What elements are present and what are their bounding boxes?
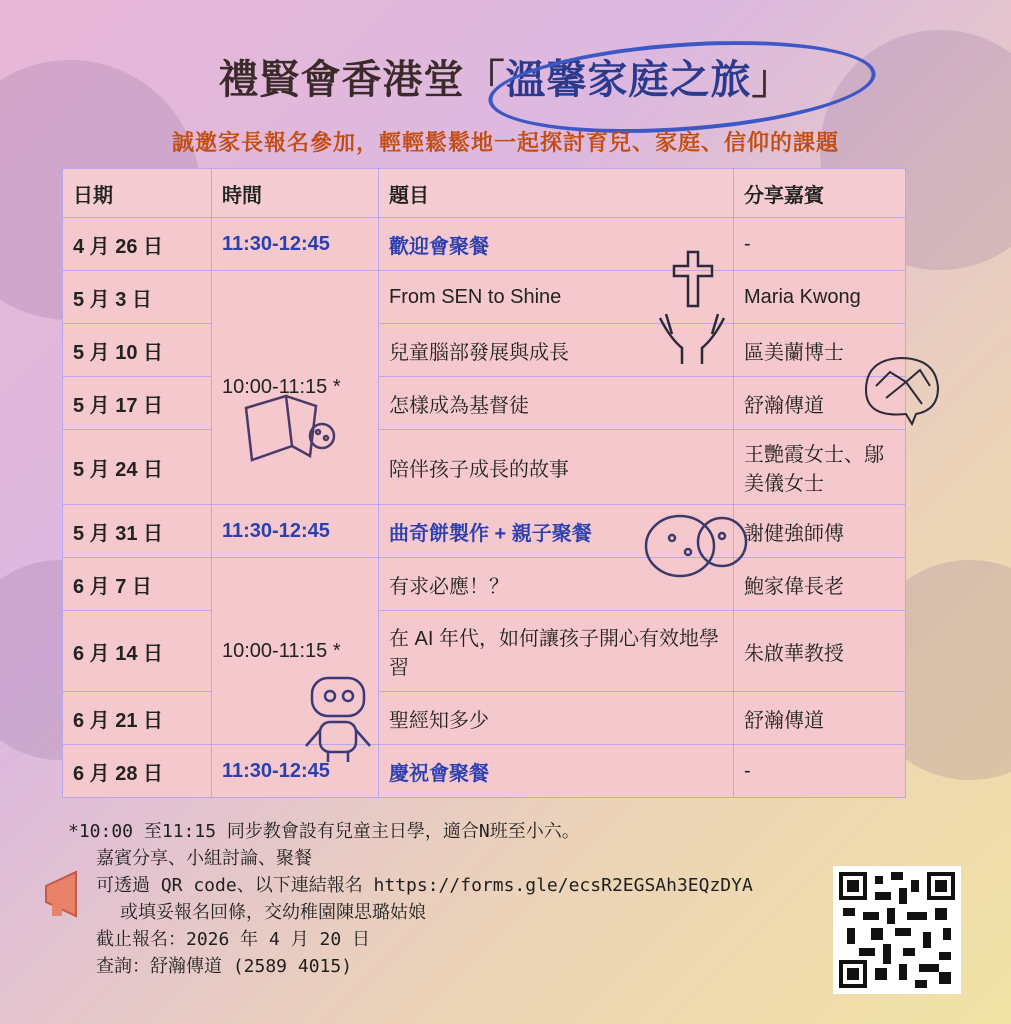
note-sunday-school: *10:00 至11:15 同步教會設有兒童主日學，適合N班至小六。	[68, 821, 580, 842]
row-time: 10:00-11:15 *	[212, 271, 379, 505]
row-speaker: -	[734, 218, 906, 271]
brain-icon	[856, 350, 946, 426]
row-date: 6 月 7 日	[63, 558, 212, 611]
row-topic: 有求必應！？	[379, 558, 734, 611]
row-speaker: 鮑家偉長老	[734, 558, 906, 611]
cookie-icon	[640, 506, 750, 586]
row-topic: 慶祝會聚餐	[379, 745, 734, 798]
row-time: 11:30-12:45	[212, 745, 379, 798]
qr-code-icon[interactable]	[833, 866, 961, 994]
note-register-form: 或填妥報名回條，交幼稚園陳思璐姑娘	[120, 902, 426, 923]
note-register-link[interactable]: 可透過 QR code、以下連結報名 https://forms.gle/ecsR2EGSAh3EQzDYA	[96, 875, 753, 896]
row-date: 4 月 26 日	[63, 218, 212, 271]
row-speaker: 舒瀚傳道	[734, 692, 906, 745]
note-deadline: 截止報名：2026 年 4 月 20 日	[96, 929, 371, 950]
table-row	[63, 745, 906, 798]
book-icon	[240, 388, 340, 468]
row-time: 11:30-12:45	[212, 218, 379, 271]
row-date: 5 月 3 日	[63, 271, 212, 324]
row-date: 6 月 21 日	[63, 692, 212, 745]
row-topic: From SEN to Shine	[379, 271, 734, 324]
row-topic: 聖經知多少	[379, 692, 734, 745]
row-speaker: 朱啟華教授	[734, 611, 906, 692]
row-date: 6 月 28 日	[63, 745, 212, 798]
table-row	[63, 692, 906, 745]
table-row	[63, 324, 906, 377]
table-row	[63, 505, 906, 558]
header-topic: 題目	[379, 169, 734, 218]
row-time: 11:30-12:45	[212, 505, 379, 558]
page-title: 禮賢會香港堂「 溫馨家庭之旅」	[0, 48, 1011, 105]
table-row	[63, 611, 906, 692]
table-row	[63, 558, 906, 611]
row-topic: 兒童腦部發展與成長	[379, 324, 734, 377]
row-speaker: 謝健強師傅	[734, 505, 906, 558]
table-row	[63, 377, 906, 430]
header-speaker: 分享嘉賓	[734, 169, 906, 218]
subtitle: 誠邀家長報名參加，輕輕鬆鬆地一起探討育兒、家庭、信仰的課題	[171, 131, 839, 156]
schedule-table	[62, 168, 906, 798]
row-date: 5 月 10 日	[63, 324, 212, 377]
row-date: 5 月 24 日	[63, 430, 212, 505]
row-speaker: -	[734, 745, 906, 798]
row-time: 10:00-11:15 *	[212, 558, 379, 745]
table-row	[63, 271, 906, 324]
row-speaker: 王艷霞女士、鄔美儀女士	[734, 430, 906, 505]
notes-block	[68, 818, 753, 980]
header-date: 日期	[63, 169, 212, 218]
row-topic: 怎樣成為基督徒	[379, 377, 734, 430]
row-speaker: 區美蘭博士	[734, 324, 906, 377]
cross-hands-icon	[652, 248, 732, 368]
table-row	[63, 430, 906, 505]
row-topic: 歡迎會聚餐	[379, 218, 734, 271]
row-date: 5 月 17 日	[63, 377, 212, 430]
note-format: 嘉賓分享、小組討論、聚餐	[96, 848, 312, 869]
row-date: 6 月 14 日	[63, 611, 212, 692]
note-enquiry: 查詢：舒瀚傳道 (2589 4015)	[96, 956, 353, 977]
row-topic: 在 AI 年代，如何讓孩子開心有效地學習	[379, 611, 734, 692]
table-header-row	[63, 169, 906, 218]
row-topic: 曲奇餅製作 + 親子聚餐	[379, 505, 734, 558]
row-date: 5 月 31 日	[63, 505, 212, 558]
row-speaker: Maria Kwong	[734, 271, 906, 324]
robot-icon	[298, 670, 378, 766]
table-row	[63, 218, 906, 271]
header-time: 時間	[212, 169, 379, 218]
row-topic: 陪伴孩子成長的故事	[379, 430, 734, 505]
row-speaker: 舒瀚傳道	[734, 377, 906, 430]
